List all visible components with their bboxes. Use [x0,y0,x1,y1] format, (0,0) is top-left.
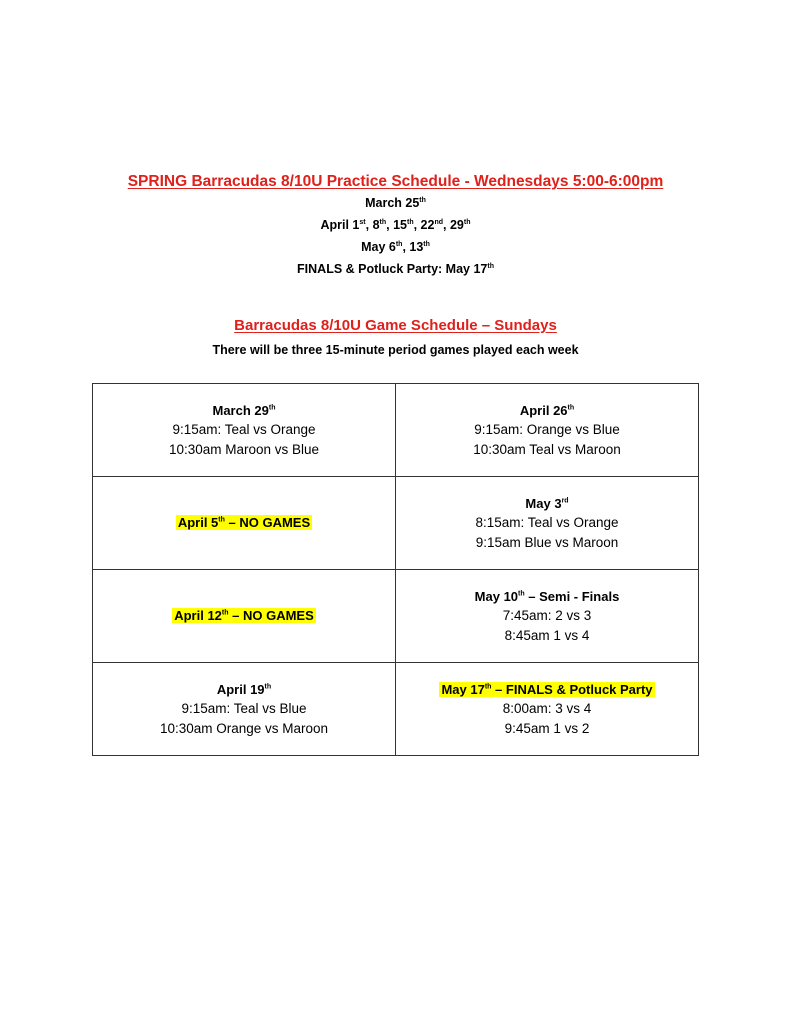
no-games-notice: April 5th – NO GAMES [177,515,311,531]
game-line: 9:15am: Teal vs Orange [172,422,316,438]
game-line: 8:15am: Teal vs Orange [475,515,619,531]
game-date: April 26th [519,402,575,418]
game-line: 9:15am: Orange vs Blue [474,422,620,438]
table-row [93,477,699,570]
game-line: 10:30am Maroon vs Blue [168,441,320,457]
game-cell-april-12 [93,570,396,663]
practice-date-march: March 25th [365,196,426,210]
practice-dates-may: May 6th, 13th [361,240,430,254]
game-cell-may-3 [396,477,699,570]
game-date: May 3rd [525,495,569,511]
game-cell-april-5 [93,477,396,570]
table-row [93,570,699,663]
game-cell-may-10 [396,570,699,663]
table-row [93,663,699,756]
game-cell-april-19 [93,663,396,756]
practice-schedule-title: SPRING Barracudas 8/10U Practice Schedule - Wednesdays 5:00-6:00pm [127,173,664,190]
game-line: 7:45am: 2 vs 3 [502,608,592,624]
game-line: 8:45am 1 vs 4 [504,627,590,643]
no-games-notice: April 12th – NO GAMES [174,608,314,624]
game-schedule-table [92,383,699,756]
game-line: 9:45am 1 vs 2 [504,720,590,736]
practice-dates-april: April 1st, 8th, 15th, 22nd, 29th [320,218,471,232]
game-line: 10:30am Teal vs Maroon [473,441,621,457]
table-row [93,384,699,477]
game-line: 9:15am: Teal vs Blue [181,701,307,717]
game-schedule-title: Barracudas 8/10U Game Schedule – Sundays [234,317,557,334]
game-schedule-subtitle: There will be three 15-minute period games played each week [212,343,579,357]
practice-finals-line: FINALS & Potluck Party: May 17th [297,262,494,276]
game-date: March 29th [212,402,276,418]
game-cell-march-29 [93,384,396,477]
finals-header [396,680,698,700]
game-line: 10:30am Orange vs Maroon [159,720,329,736]
game-cell-may-17 [396,663,699,756]
finals-highlight: May 17th – FINALS & Potluck Party [441,681,653,697]
game-line: 9:15am Blue vs Maroon [475,534,619,550]
game-date: May 10th – Semi - Finals [474,588,620,604]
game-date: April 19th [216,681,272,697]
game-cell-april-26 [396,384,699,477]
game-line: 8:00am: 3 vs 4 [502,701,592,717]
